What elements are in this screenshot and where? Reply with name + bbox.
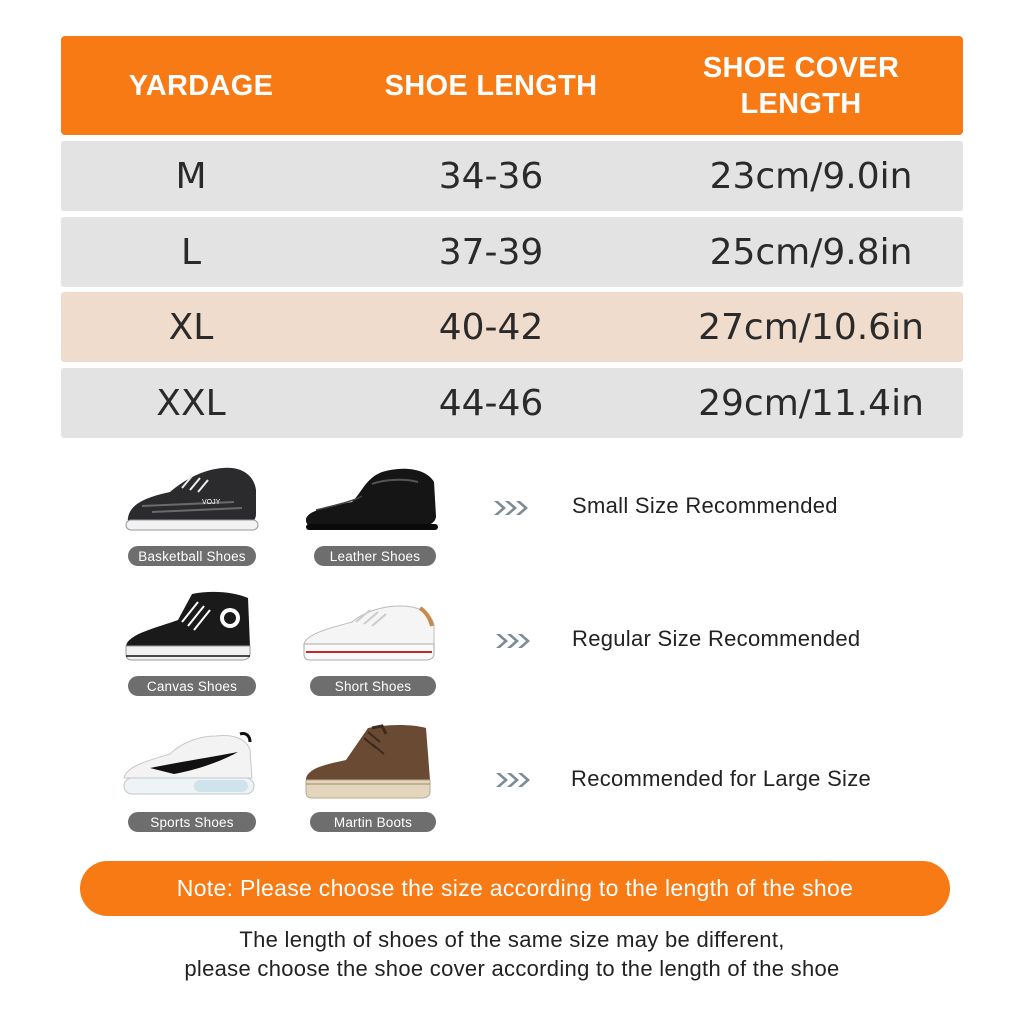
table-row — [61, 141, 963, 211]
table-row — [61, 292, 963, 362]
shoe-label: Canvas Shoes — [128, 676, 256, 696]
basketball-shoe-icon — [122, 462, 262, 538]
recommendation-text: Recommended for Large Size — [571, 766, 872, 791]
table-header — [61, 36, 963, 135]
sports-shoe-icon — [120, 728, 260, 802]
martin-boot-icon — [302, 722, 434, 802]
recommendation-text: Regular Size Recommended — [572, 626, 861, 651]
table-row — [61, 217, 963, 287]
triple-chevron-icon — [494, 770, 534, 790]
length-cell: 44-46 — [438, 382, 544, 424]
size-cell: L — [180, 231, 202, 273]
shoe-label: Martin Boots — [310, 812, 436, 832]
recommendation-text: Small Size Recommended — [572, 493, 838, 518]
header-shoe-cover-length: SHOE COVER LENGTH — [702, 51, 900, 120]
short-shoe-icon — [300, 598, 438, 666]
shoe-label: Short Shoes — [310, 676, 436, 696]
length-cell: 37-39 — [438, 231, 544, 273]
footnote-line-2: please choose the shoe cover according to the length of the shoe — [184, 956, 840, 981]
footnote-line-1: The length of shoes of the same size may be different, — [239, 927, 785, 952]
shoe-label: Basketball Shoes — [128, 546, 256, 566]
cover-cell: 25cm/9.8in — [709, 231, 913, 273]
canvas-shoe-icon — [122, 588, 254, 666]
svg-text:VOJY: VOJY — [202, 499, 221, 506]
cover-cell: 27cm/10.6in — [698, 306, 924, 348]
size-cell: XL — [168, 306, 214, 348]
size-cell: XXL — [156, 382, 226, 424]
leather-shoe-icon — [302, 462, 440, 538]
note-banner: Note: Please choose the size according to the length of the shoe — [80, 861, 950, 916]
length-cell: 34-36 — [438, 155, 544, 197]
header-shoe-length: SHOE LENGTH — [384, 69, 598, 102]
length-cell: 40-42 — [438, 306, 544, 348]
cover-cell: 23cm/9.0in — [709, 155, 913, 197]
header-yardage: YARDAGE — [128, 69, 274, 102]
size-cell: M — [175, 155, 207, 197]
triple-chevron-icon — [494, 631, 534, 651]
triple-chevron-icon — [492, 498, 532, 518]
shoe-label: Sports Shoes — [128, 812, 256, 832]
cover-cell: 29cm/11.4in — [698, 382, 924, 424]
table-row — [61, 368, 963, 438]
shoe-label: Leather Shoes — [314, 546, 436, 566]
